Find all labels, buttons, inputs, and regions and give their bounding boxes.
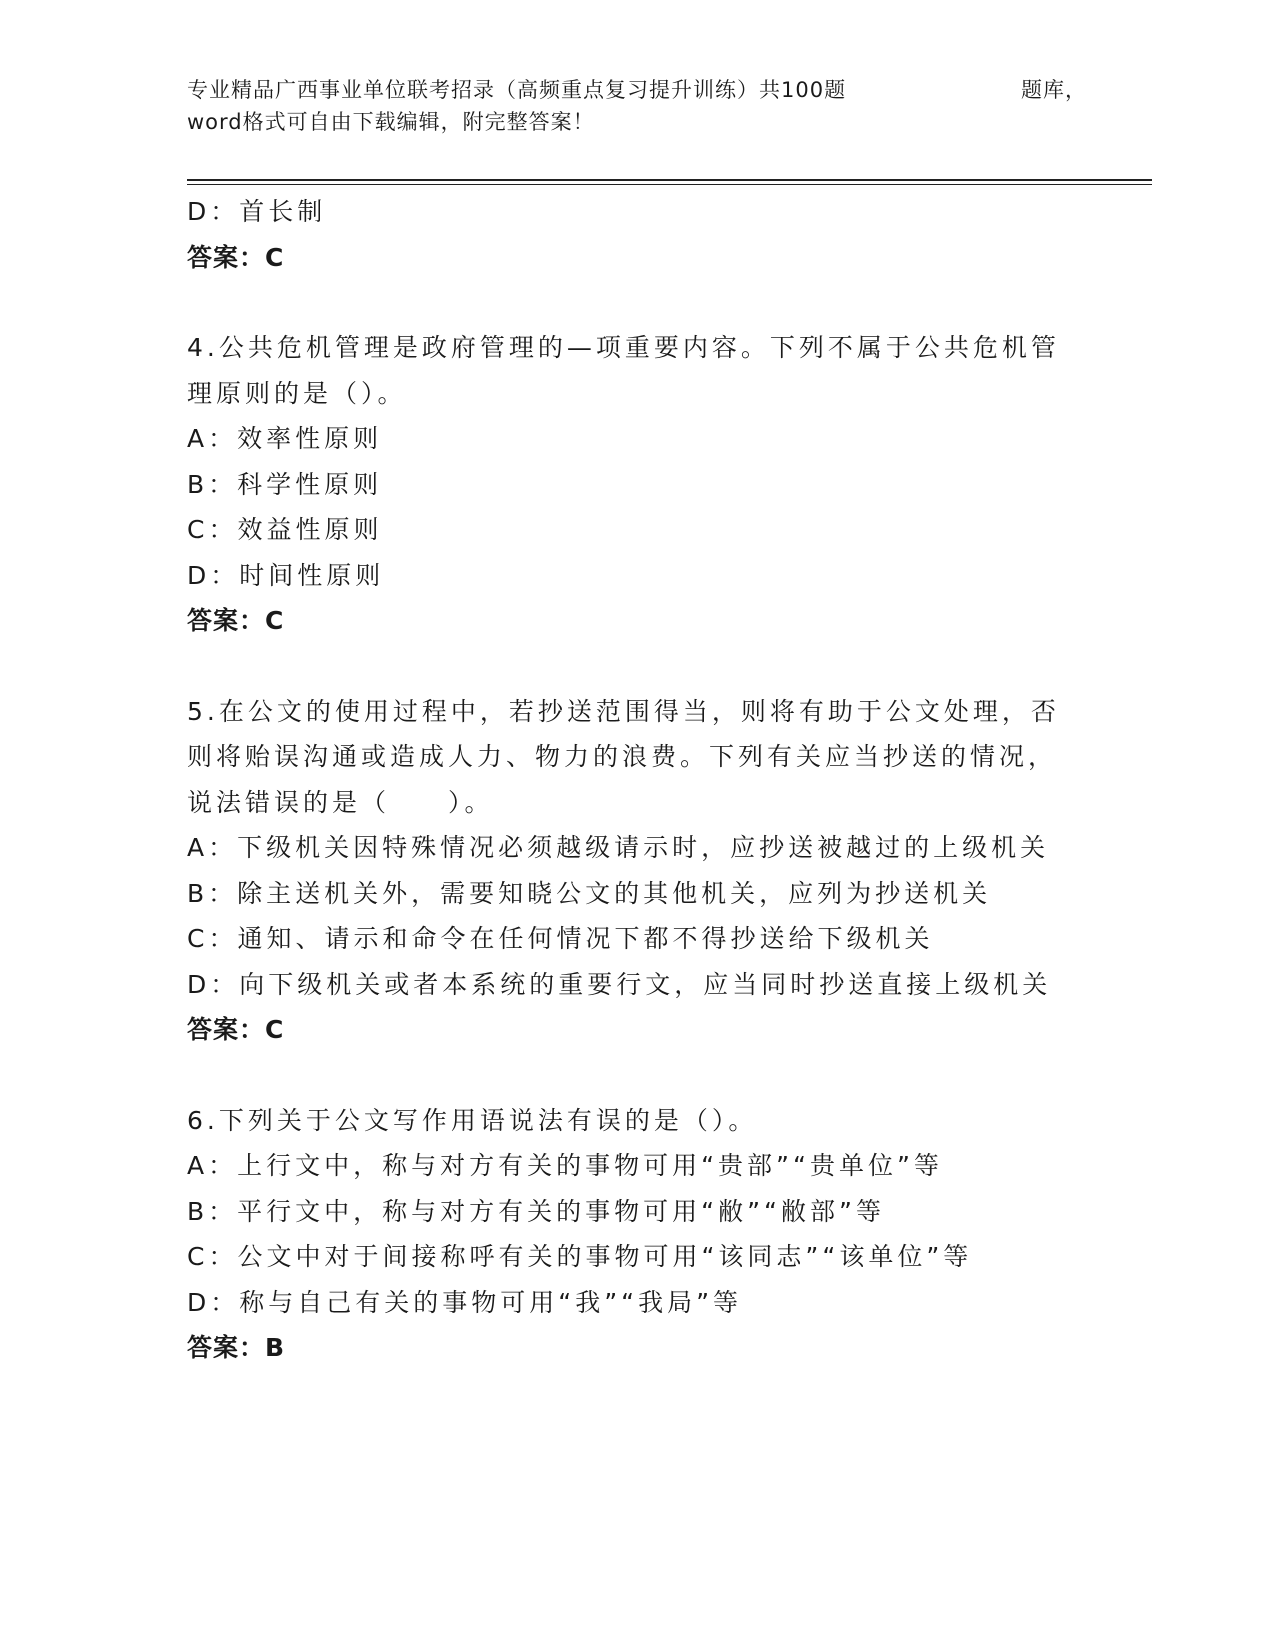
question-4-stem-line-2: 理原则的是（）。 (187, 378, 407, 408)
header-title: 专业精品广西事业单位联考招录（高频重点复习提升训练）共100题 (187, 78, 847, 102)
spacer (187, 280, 1087, 325)
question-6-answer: 答案：B (187, 1333, 286, 1362)
question-5-option-a: A：下级机关因特殊情况必须越级请示时，应抄送被越过的上级机关 (187, 833, 1050, 862)
question-4 (187, 325, 1087, 644)
question-5-stem-line-3: 说法错误的是（ ）。 (187, 787, 494, 817)
question-5-answer: 答案：C (187, 1015, 285, 1044)
spacer (187, 644, 1087, 689)
q3-answer: 答案：C (187, 242, 285, 272)
question-5 (187, 689, 1087, 1053)
question-5-option-d: D：向下级机关或者本系统的重要行文，应当同时抄送直接上级机关 (187, 969, 1052, 999)
question-6-stem-line-1: 6.下列关于公文写作用语说法有误的是（）。 (187, 1105, 758, 1135)
header-divider-thick (187, 179, 1152, 181)
question-5-stem-line-1: 5.在公文的使用过程中，若抄送范围得当，则将有助于公文处理，否 (187, 696, 1060, 726)
question-5-option-c: C：通知、请示和命令在任何情况下都不得抄送给下级机关 (187, 924, 934, 953)
question-6-option-d: D：称与自己有关的事物可用“我”“我局”等 (187, 1287, 743, 1317)
header-subtitle: word格式可自由下载编辑，附完整答案！ (187, 110, 595, 134)
question-content (187, 189, 1087, 1371)
header-divider-thin (187, 184, 1152, 185)
question-6-option-b: B：平行文中，称与对方有关的事物可用“敝”“敝部”等 (187, 1196, 885, 1226)
question-6-option-c: C：公文中对于间接称呼有关的事物可用“该同志”“该单位”等 (187, 1242, 973, 1271)
page-header (187, 74, 1087, 138)
q3-option-d: D：首长制 (187, 197, 327, 226)
question-4-option-d: D：时间性原则 (187, 560, 385, 590)
question-5-stem-line-2: 则将贻误沟通或造成人力、物力的浪费。下列有关应当抄送的情况， (187, 742, 1058, 771)
question-6-option-a: A：上行文中，称与对方有关的事物可用“贵部”“贵单位”等 (187, 1151, 943, 1180)
spacer (187, 1053, 1087, 1098)
question-4-option-a: A：效率性原则 (187, 424, 383, 453)
question-4-stem-line-1: 4.公共危机管理是政府管理的—项重要内容。下列不属于公共危机管 (187, 333, 1060, 362)
header-title-suffix: 题库， (1021, 78, 1087, 102)
question-6 (187, 1098, 1087, 1371)
question-5-option-b: B：除主送机关外，需要知晓公文的其他机关，应列为抄送机关 (187, 878, 992, 908)
question-4-answer: 答案：C (187, 606, 285, 635)
question-4-option-b: B：科学性原则 (187, 469, 383, 499)
question-4-option-c: C：效益性原则 (187, 515, 383, 544)
header-line-1 (187, 74, 1087, 106)
